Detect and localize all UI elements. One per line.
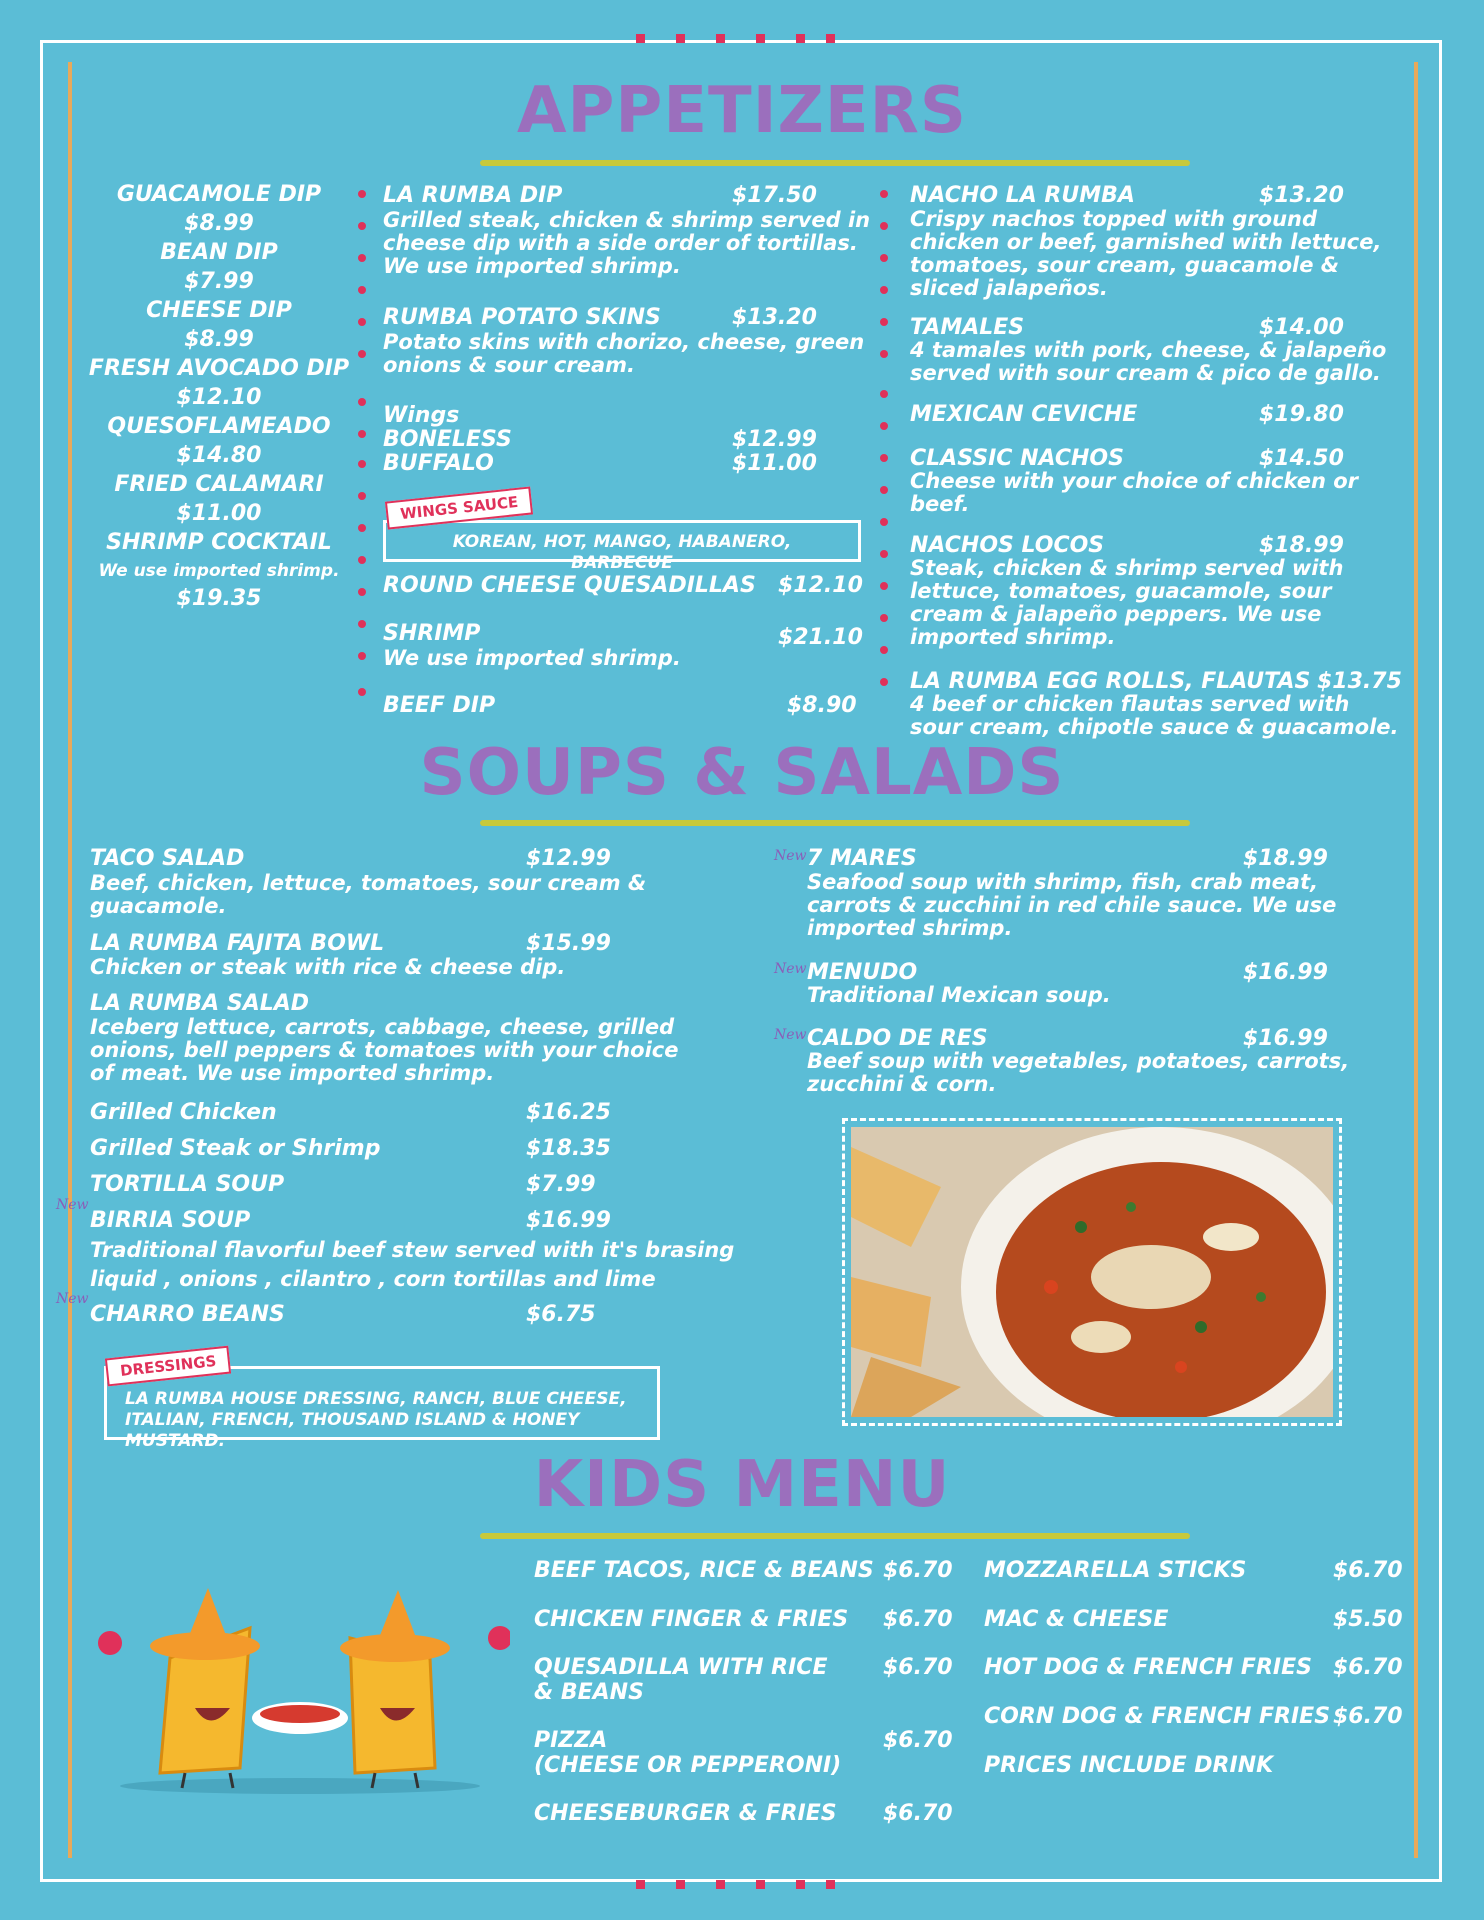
item-desc: Potato skins with chorizo, cheese, green onions & sour cream. — [383, 330, 865, 377]
bullet — [358, 620, 366, 628]
item-desc: Beef, chicken, lettuce, tomatoes, sour cream & guacamole. — [90, 871, 647, 918]
bullet — [358, 588, 366, 596]
item-name: CHARRO BEANS — [90, 1302, 285, 1327]
kids-item-name: QUESADILLA WITH RICE — [534, 1655, 828, 1680]
soups-underline — [480, 820, 1190, 826]
item-name: RUMBA POTATO SKINS — [383, 305, 661, 330]
wings-sauce-box — [383, 520, 861, 573]
bullet — [880, 350, 888, 358]
item-name: MENUDO — [807, 960, 918, 985]
nacho-mascots-illustration — [90, 1568, 510, 1798]
bullet — [880, 422, 888, 430]
kids-item-price: $6.70 — [1333, 1655, 1403, 1680]
bottom-dash — [636, 1880, 645, 1889]
item-price: $21.10 — [778, 625, 863, 650]
bullet — [358, 190, 366, 198]
item-price: $6.75 — [526, 1302, 596, 1327]
top-dash — [796, 34, 805, 43]
item-name: NACHOS LOCOS — [910, 533, 1105, 558]
bullet — [358, 524, 366, 532]
bottom-dash — [756, 1880, 765, 1889]
kids-item-price: $6.70 — [883, 1558, 953, 1583]
kids-item-name: CHEESEBURGER & FRIES — [534, 1801, 837, 1826]
item-price: $14.50 — [1259, 446, 1344, 471]
item-price: $13.20 — [732, 305, 817, 330]
bullet — [880, 254, 888, 262]
appetizers-heading: APPETIZERS — [516, 74, 968, 148]
bullet — [358, 430, 366, 438]
kids-item-name: CHICKEN FINGER & FRIES — [534, 1607, 849, 1632]
kids-item-name: BEEF TACOS, RICE & BEANS — [534, 1558, 874, 1583]
item-name: TORTILLA SOUP — [90, 1172, 285, 1197]
dip-price: $7.99 — [184, 269, 254, 294]
item-name: Grilled Steak or Shrimp — [90, 1136, 381, 1161]
kids-item-name-2: & BEANS — [534, 1680, 644, 1705]
bullet — [358, 254, 366, 262]
item-name: CLASSIC NACHOS — [910, 446, 1124, 471]
dip-note: We use imported shrimp. — [98, 561, 340, 581]
wings-label: Wings — [383, 403, 460, 428]
dip-name: FRESH AVOCADO DIP — [88, 356, 350, 381]
appetizers-underline — [480, 160, 1190, 166]
wings-sauce-list: KOREAN, HOT, MANGO, HABANERO, BARBECUE — [452, 532, 792, 573]
kids-item-name: MAC & CHEESE — [984, 1607, 1169, 1632]
bullet — [880, 222, 888, 230]
top-dash — [636, 34, 645, 43]
kids-item-name-2: (CHEESE OR PEPPERONI) — [534, 1753, 842, 1778]
dip-name: QUESOFLAMEADO — [107, 414, 331, 439]
dressings-banner: DRESSINGS — [105, 1346, 232, 1387]
item-name: CALDO DE RES — [807, 1026, 988, 1051]
item-name: TAMALES — [910, 315, 1025, 340]
item-desc: Beef soup with vegetables, potatoes, carrots, zucchini & corn. — [807, 1049, 1350, 1096]
bullet — [880, 518, 888, 526]
kids-item-price: $6.70 — [883, 1801, 953, 1826]
wings-boneless: BONELESS — [383, 427, 512, 452]
wings-buffalo: BUFFALO — [383, 451, 494, 476]
bullet — [358, 318, 366, 326]
dip-price: $8.99 — [184, 327, 254, 352]
item-name: MEXICAN CEVICHE — [910, 402, 1138, 427]
item-name: BIRRIA SOUP — [90, 1208, 251, 1233]
new-tag: New — [774, 1027, 807, 1043]
dip-price: $11.00 — [176, 501, 262, 526]
item-desc: Iceberg lettuce, carrots, cabbage, cheese, grilled onions, bell peppers & tomatoes with your choice of meat. We use imported shrimp. — [90, 1015, 679, 1085]
bullet — [880, 390, 888, 398]
bullet — [880, 550, 888, 558]
item-price: $8.90 — [787, 693, 857, 718]
dip-name: SHRIMP COCKTAIL — [106, 530, 332, 555]
item-name: SHRIMP — [383, 621, 481, 646]
item-desc: Steak, chicken & shrimp served with lettuce, tomatoes, guacamole, sour cream & jalapeño peppers. We use imported shrimp. — [910, 556, 1344, 649]
bullet — [880, 486, 888, 494]
soup-photo — [842, 1118, 1342, 1426]
item-price: $7.99 — [526, 1172, 596, 1197]
item-name: Grilled Chicken — [90, 1100, 277, 1125]
bullet — [358, 492, 366, 500]
soup-bowl-image — [851, 1127, 1333, 1417]
wings-sauce-banner: WINGS SAUCE — [385, 486, 534, 529]
kids-item-price: $6.70 — [883, 1607, 953, 1632]
item-price: $14.00 — [1259, 315, 1344, 340]
dressings-list: LA RUMBA HOUSE DRESSING, RANCH, BLUE CHEESE, ITALIAN, FRENCH, THOUSAND ISLAND & HONEY MUSTARD. — [125, 1389, 627, 1451]
item-desc: Cheese with your choice of chicken or beef. — [910, 469, 1358, 516]
item-price: $15.99 — [526, 931, 611, 956]
item-price: $18.99 — [1243, 846, 1328, 871]
item-name: 7 MARES — [807, 846, 917, 871]
kids-note: PRICES INCLUDE DRINK — [984, 1753, 1274, 1778]
item-name: BEEF DIP — [383, 693, 496, 718]
bullet — [880, 582, 888, 590]
item-price: $18.99 — [1259, 533, 1344, 558]
item-price: $16.99 — [1243, 1026, 1328, 1051]
bottom-dash — [826, 1880, 835, 1889]
kids-underline — [480, 1533, 1190, 1539]
item-name: LA RUMBA SALAD — [90, 991, 310, 1016]
bullet — [358, 460, 366, 468]
kids-item-name: HOT DOG & FRENCH FRIES — [984, 1655, 1312, 1680]
item-desc: Traditional flavorful beef stew served with it's brasing liquid , onions , cilantro , corn tortillas and lime — [90, 1238, 735, 1291]
item-desc: 4 beef or chicken flautas served with sour cream, chipotle sauce & guacamole. — [910, 692, 1399, 739]
item-price: $12.99 — [526, 846, 611, 871]
item-price: $13.20 — [1259, 183, 1344, 208]
kids-heading: KIDS MENU — [533, 1448, 951, 1522]
kids-item-price: $6.70 — [883, 1728, 953, 1753]
new-tag: New — [56, 1291, 89, 1307]
wings-boneless-price: $12.99 — [732, 427, 817, 452]
kids-item-name: MOZZARELLA STICKS — [984, 1558, 1247, 1583]
item-price: $12.10 — [778, 573, 863, 598]
bullet — [358, 398, 366, 406]
top-dash — [676, 34, 685, 43]
soups-heading: SOUPS & SALADS — [419, 736, 1065, 810]
dips-column — [86, 183, 352, 611]
item-name: ROUND CHEESE QUESADILLAS — [383, 573, 756, 598]
kids-item-price: $6.70 — [1333, 1704, 1403, 1729]
bottom-dash — [716, 1880, 725, 1889]
item-price: $16.25 — [526, 1100, 611, 1125]
bullet — [358, 688, 366, 696]
item-price: $16.99 — [1243, 960, 1328, 985]
kids-item-name: CORN DOG & FRENCH FRIES — [984, 1704, 1331, 1729]
item-desc: Crispy nachos topped with ground chicken or beef, garnished with lettuce, tomatoes, sour cream, guacamole & sliced jalapeños. — [910, 207, 1382, 300]
new-tag: New — [774, 848, 807, 864]
top-dash — [756, 34, 765, 43]
dip-price: $12.10 — [176, 385, 262, 410]
item-desc: Traditional Mexican soup. — [807, 983, 1111, 1007]
item-desc: 4 tamales with pork, cheese, & jalapeño served with sour cream & pico de gallo. — [910, 338, 1387, 385]
item-name: NACHO LA RUMBA — [910, 183, 1135, 208]
bullet — [358, 350, 366, 358]
bullet — [880, 318, 888, 326]
top-dash — [716, 34, 725, 43]
kids-item-price: $5.50 — [1333, 1607, 1403, 1632]
bullet — [358, 222, 366, 230]
dip-name: GUACAMOLE DIP — [116, 182, 322, 207]
dip-name: FRIED CALAMARI — [114, 472, 324, 497]
top-dash — [826, 34, 835, 43]
item-desc: We use imported shrimp. — [383, 646, 681, 670]
item-desc: Seafood soup with shrimp, fish, crab meat, carrots & zucchini in red chile sauce. We use imported shrimp. — [807, 870, 1337, 940]
dip-price: $8.99 — [184, 211, 254, 236]
item-desc: Grilled steak, chicken & shrimp served in cheese dip with a side order of tortillas. We use imported shrimp. — [383, 208, 871, 278]
new-tag: New — [774, 961, 807, 977]
bullet — [880, 646, 888, 654]
dip-price: $19.35 — [176, 586, 262, 611]
kids-item-price: $6.70 — [883, 1655, 953, 1680]
kids-item-price: $6.70 — [1333, 1558, 1403, 1583]
bullet — [880, 678, 888, 686]
item-price: $19.80 — [1259, 402, 1344, 427]
item-name: LA RUMBA DIP — [383, 183, 563, 208]
dip-name: CHEESE DIP — [146, 298, 292, 323]
dip-price: $14.80 — [176, 443, 262, 468]
bullet — [880, 614, 888, 622]
item-price: $18.35 — [526, 1136, 611, 1161]
new-tag: New — [56, 1197, 89, 1213]
wings-buffalo-price: $11.00 — [732, 451, 817, 476]
item-price: $16.99 — [526, 1208, 611, 1233]
item-price: $13.75 — [1317, 669, 1402, 694]
bottom-dash — [796, 1880, 805, 1889]
dip-name: BEAN DIP — [160, 240, 278, 265]
bottom-dash — [676, 1880, 685, 1889]
item-desc: Chicken or steak with rice & cheese dip. — [90, 955, 566, 979]
bullet — [358, 556, 366, 564]
kids-item-name: PIZZA — [534, 1728, 608, 1753]
bullet — [880, 286, 888, 294]
item-name: TACO SALAD — [90, 846, 245, 871]
bullet — [880, 454, 888, 462]
item-name: LA RUMBA FAJITA BOWL — [90, 931, 385, 956]
bullet — [358, 652, 366, 660]
item-price: $17.50 — [732, 183, 817, 208]
bullet — [358, 286, 366, 294]
item-name: LA RUMBA EGG ROLLS, FLAUTAS — [910, 669, 1311, 694]
bullet — [880, 190, 888, 198]
